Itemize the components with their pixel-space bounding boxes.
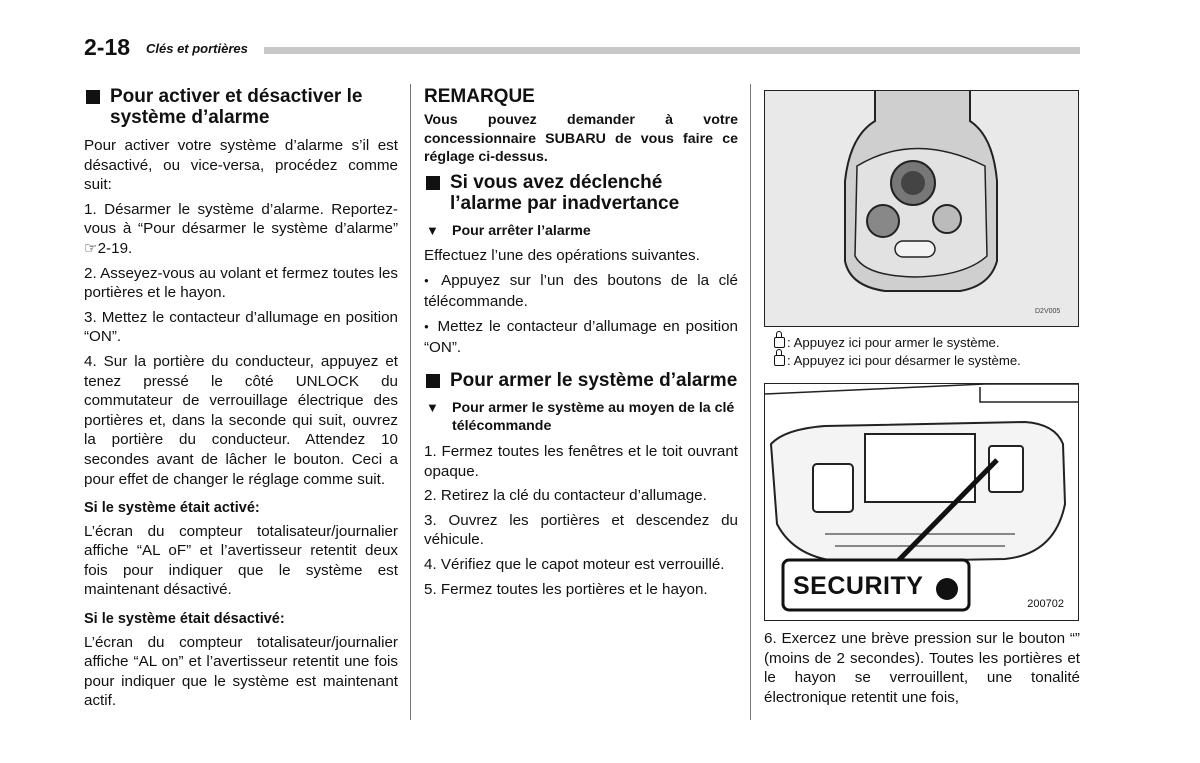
bullet-item: ● Mettez le contacteur d’allumage en position “ON”.: [424, 317, 738, 358]
triangle-down-icon: ▼: [426, 399, 439, 415]
security-indicator-figure: [764, 383, 1079, 621]
paragraph: L’écran du compteur totalisateur/journalier affiche “AL oF” et l’avertisseur retentit deux fois pour indiquer que le système est maintenant désactivé.: [84, 522, 398, 599]
step: 1. Fermez toutes les fenêtres et le toit ouvrant opaque.: [424, 442, 738, 480]
key-fob-illustration: [765, 91, 1078, 326]
step: 2. Retirez la clé du contacteur d’allumage.: [424, 487, 707, 505]
chapter-title: Clés et portières: [146, 41, 248, 56]
section-square-icon: [426, 374, 440, 388]
caption-lock: : Appuyez ici pour armer le système.: [774, 334, 1000, 351]
caption-unlock: : Appuyez ici pour désarmer le système.: [774, 352, 1021, 369]
section-square-icon: [86, 90, 100, 104]
lock-icon: [774, 337, 785, 348]
column-left: [84, 86, 398, 716]
note-text: Vous pouvez demander à votre concessionnaire SUBARU de vous faire ce réglage ci-dessus.: [424, 112, 738, 165]
step: 3. Mettez le contacteur d’allumage en position “ON”.: [84, 308, 398, 346]
section-title: Pour armer le système d’alarme: [424, 370, 738, 391]
security-label: SECURITY: [793, 572, 924, 600]
subheading: Si le système était désactivé:: [84, 611, 285, 628]
step: 2. Asseyez-vous au volant et fermez toutes les portières et le hayon.: [84, 264, 398, 302]
paragraph: Effectuez l’une des opérations suivantes.: [424, 247, 700, 264]
column-divider: [410, 84, 411, 720]
subsection-title: ▼ Pour armer le système au moyen de la clé télécommande: [426, 399, 735, 435]
key-fob-figure: [764, 90, 1079, 327]
step: 6. Exercez une brève pression sur le bouton “” (moins de 2 secondes). Toutes les portières et le hayon se verrouillent, une tonalité électronique retentit une fois,: [764, 630, 1080, 706]
bullet-item: ● Appuyez sur l’un des boutons de la clé télécommande.: [424, 271, 738, 312]
svg-text:D2V005: D2V005: [1035, 308, 1061, 315]
figure-number: 200702: [1027, 598, 1064, 610]
step: 5. Fermez toutes les portières et le hayon.: [424, 580, 708, 598]
page-header: [84, 34, 1080, 64]
step: 4. Vérifiez que le capot moteur est verrouillé.: [424, 555, 725, 573]
section-title: Pour activer et désactiver le système d’alarme: [84, 86, 398, 128]
header-rule: [264, 47, 1080, 54]
step: 4. Sur la portière du conducteur, appuyez et tenez pressé le côté UNLOCK du commutateur de verrouillage électrique des portières et, dans la seconde qui suit, ouvrez la portière du conducteur. Attendez 10 secondes avant de lâcher le bouton. Ceci a pour effet de changer le réglage comme suit.: [84, 352, 398, 488]
step: 3. Ouvrez les portières et descendez du véhicule.: [424, 511, 738, 549]
step: 1. Désarmer le système d’alarme. Reportez-vous à “Pour désarmer le système d’alarme” ☞2-19.: [84, 200, 398, 257]
unlock-icon: [774, 355, 785, 366]
section-title: Si vous avez déclenché l’alarme par inadvertance: [424, 172, 738, 214]
column-divider: [750, 84, 751, 720]
triangle-down-icon: ▼: [426, 222, 439, 238]
subsection-title: ▼ Pour arrêter l’alarme: [426, 222, 591, 239]
paragraph: L’écran du compteur totalisateur/journalier affiche “AL on” et l’avertisseur retentit une fois pour indiquer que le système est maintenant actif.: [84, 633, 398, 710]
subheading: Si le système était activé:: [84, 500, 260, 517]
column-middle: [424, 86, 738, 604]
paragraph: Pour activer votre système d’alarme s’il est désactivé, ou vice-versa, procédez comme suit:: [84, 137, 398, 194]
section-square-icon: [426, 176, 440, 190]
note-title: REMARQUE: [424, 86, 535, 107]
page-number: 2-18: [84, 34, 131, 60]
